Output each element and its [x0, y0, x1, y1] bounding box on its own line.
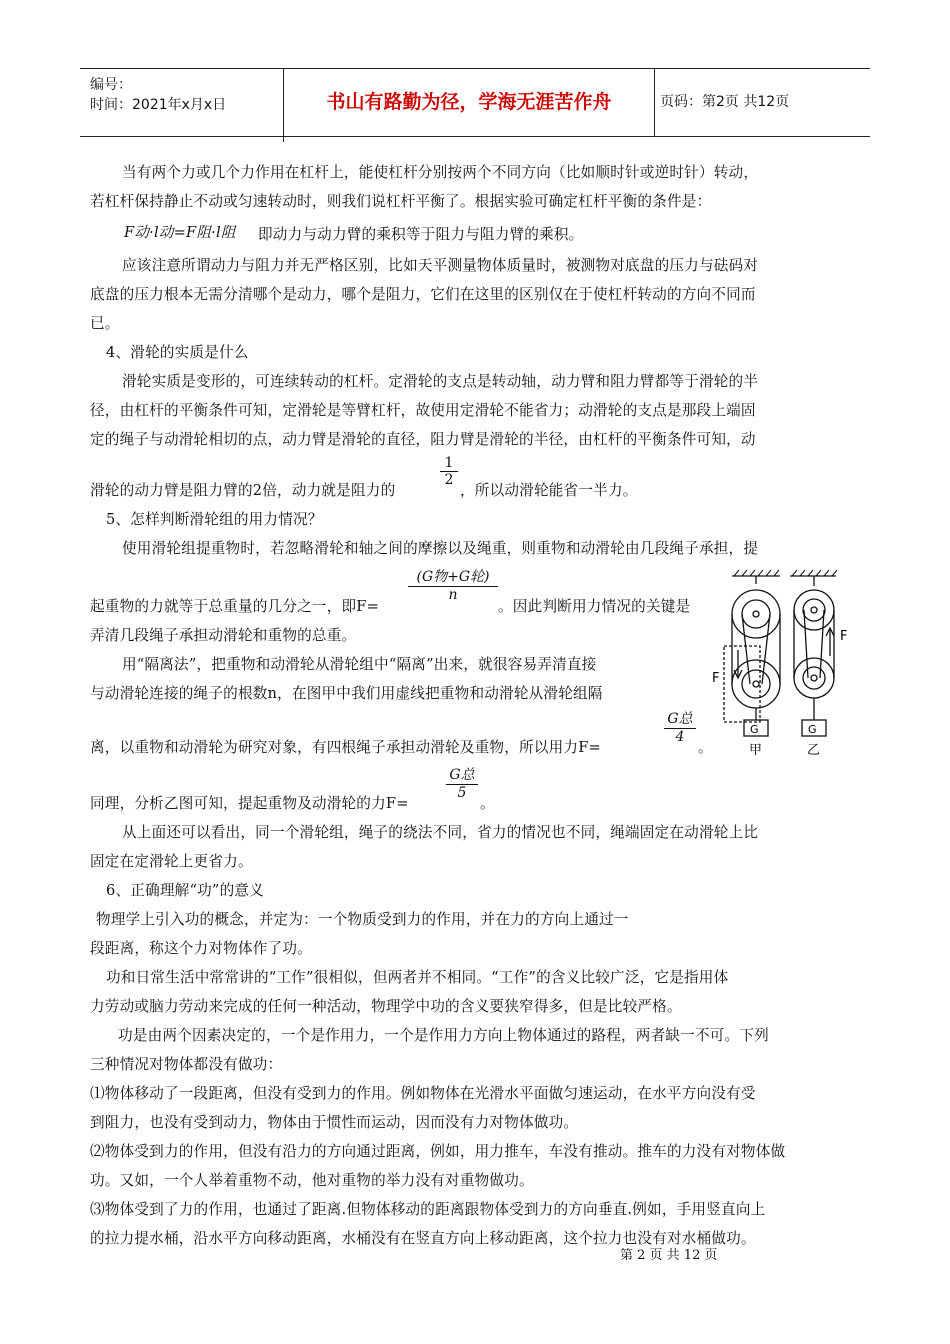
list-item: 的拉力提水桶，沿水平方向移动距离，水桶没有在竖直方向上移动距离，这个拉力也没有对水桶做功。: [90, 1230, 756, 1247]
paragraph-line: 同理，分析乙图可知，提起重物及动滑轮的力F=: [90, 795, 409, 812]
page-footer: 第 2 页 共 12 页: [620, 1248, 718, 1263]
paragraph-line: 力劳动或脑力劳动来完成的任何一种活动，物理学中功的含义要狭窄得多，但是比较严格。: [90, 998, 682, 1015]
paragraph-line: 。: [698, 739, 713, 756]
paragraph-line: 从上面还可以看出，同一个滑轮组，绳子的绕法不同，省力的情况也不同，绳端固定在动滑轮上比: [122, 824, 759, 841]
paragraph-line: 物理学上引入功的概念，并定为：一个物质受到力的作用，并在力的方向上通过一: [96, 911, 629, 928]
paragraph-line: 若杠杆保持静止不动或匀速转动时，则我们说杠杆平衡了。根据实验可确定杠杆平衡的条件是：: [90, 193, 712, 210]
header-date: 时间：2021年x月x日: [90, 97, 227, 113]
pulley-diagram: [712, 566, 862, 766]
list-item: 功。又如，一个人举着重物不动，他对重物的举力没有对重物做功。: [90, 1172, 534, 1189]
formula-fraction: G总 5: [446, 764, 478, 801]
list-item: 到阻力，也没有受到动力，物体由于惯性而运动，因而没有力对物体做功。: [90, 1114, 579, 1131]
paragraph-line: 段距离，称这个力对物体作了功。: [90, 940, 312, 957]
page-header: [80, 68, 870, 137]
paragraph-line: 起重物的力就等于总重量的几分之一，即F=: [90, 598, 380, 615]
paragraph-line: 功和日常生活中常常讲的“工作”很相似，但两者并不相同。“工作”的含义比较广泛，它是指用体: [106, 969, 729, 986]
lever-formula: F动·l动=F阻·l阻: [124, 224, 236, 241]
paragraph-line: 定的绳子与动滑轮相切的点，动力臂是滑轮的直径，阻力臂是滑轮的半径，由杠杆的平衡条件可知，动: [90, 431, 756, 448]
paragraph-line: 即动力与动力臂的乘积等于阻力与阻力臂的乘积。: [258, 226, 584, 243]
header-motto: 书山有路勤为径，学海无涯苦作舟: [284, 69, 655, 136]
weight-label: G: [750, 723, 759, 736]
header-meta: [80, 69, 284, 142]
paragraph-line: 用“隔离法”，把重物和动滑轮从滑轮组中“隔离”出来，就很容易弄清直接: [122, 656, 597, 673]
paragraph-line: ，所以动滑轮能省一半力。: [460, 482, 638, 499]
paragraph-line: 与动滑轮连接的绳子的根数n，在图甲中我们用虚线把重物和动滑轮从滑轮组隔: [90, 685, 603, 702]
paragraph-line: 功是由两个因素决定的，一个是作用力，一个是作用力方向上物体通过的路程，两者缺一不可。下列: [118, 1027, 769, 1044]
formula-fraction: (G物+G轮) n: [408, 566, 498, 603]
paragraph-line: 固定在定滑轮上更省力。: [90, 853, 253, 870]
list-item: ⑴物体移动了一段距离，但没有受到力的作用。例如物体在光滑水平面做匀速运动，在水平方向没有受: [90, 1085, 756, 1102]
paragraph-line: 径，由杠杆的平衡条件可知，定滑轮是等臂杠杆，故使用定滑轮不能省力；动滑轮的支点是那段上端固: [90, 402, 756, 419]
fraction-half: $\frac{1}{2}$: [440, 455, 458, 488]
list-item: ⑵物体受到力的作用，但没有沿力的方向通过距离，例如，用力推车，车没有推动。推车的力没有对物体做: [90, 1143, 786, 1160]
section-heading: 6、正确理解“功”的意义: [106, 882, 264, 899]
paragraph-line: 已。: [90, 315, 120, 332]
list-item: ⑶物体受到了力的作用，也通过了距离.但物体移动的距离跟物体受到力的方向垂直.例如，手用竖直向上: [90, 1201, 766, 1218]
paragraph-line: 离，以重物和动滑轮为研究对象，有四根绳子承担动滑轮及重物，所以用力F=: [90, 739, 601, 756]
header-page-number: 页码：第2页 共12页: [660, 94, 790, 110]
paragraph-line: 滑轮的动力臂是阻力臂的2倍，动力就是阻力的: [90, 482, 396, 499]
header-number: 编号：: [90, 77, 132, 93]
paragraph-line: 底盘的压力根本无需分清哪个是动力，哪个是阻力，它们在这里的区别仅在于使杠杆转动的方向不同而: [90, 286, 756, 303]
paragraph-line: 。因此判断用力情况的关键是: [498, 598, 691, 615]
paragraph-line: 三种情况对物体都没有做功：: [90, 1056, 283, 1073]
paragraph-line: 使用滑轮组提重物时，若忽略滑轮和轴之间的摩擦以及绳重，则重物和动滑轮由几段绳子承担，提: [122, 540, 759, 557]
section-heading: 4、滑轮的实质是什么: [106, 344, 249, 361]
paragraph-line: 弄清几段绳子承担动滑轮和重物的总重。: [90, 627, 357, 644]
figure-label-yi: 乙: [807, 743, 821, 758]
paragraph-line: 应该注意所谓动力与阻力并无严格区别，比如天平测量物体质量时，被测物对底盘的压力与砝码对: [122, 257, 759, 274]
section-heading: 5、怎样判断滑轮组的用力情况？: [106, 511, 323, 528]
weight-label: G: [808, 723, 817, 736]
formula-fraction: G总 4: [664, 708, 696, 745]
paragraph-line: 。: [480, 795, 495, 812]
figure-label-jia: 甲: [749, 743, 763, 758]
force-label: F: [712, 671, 720, 686]
force-label: F: [840, 629, 848, 644]
paragraph-line: 滑轮实质是变形的，可连续转动的杠杆。定滑轮的支点是转动轴，动力臂和阻力臂都等于滑轮的半: [122, 373, 759, 390]
paragraph-line: 当有两个力或几个力作用在杠杆上，能使杠杆分别按两个不同方向（比如顺时针或逆时针）转动，: [122, 164, 759, 181]
